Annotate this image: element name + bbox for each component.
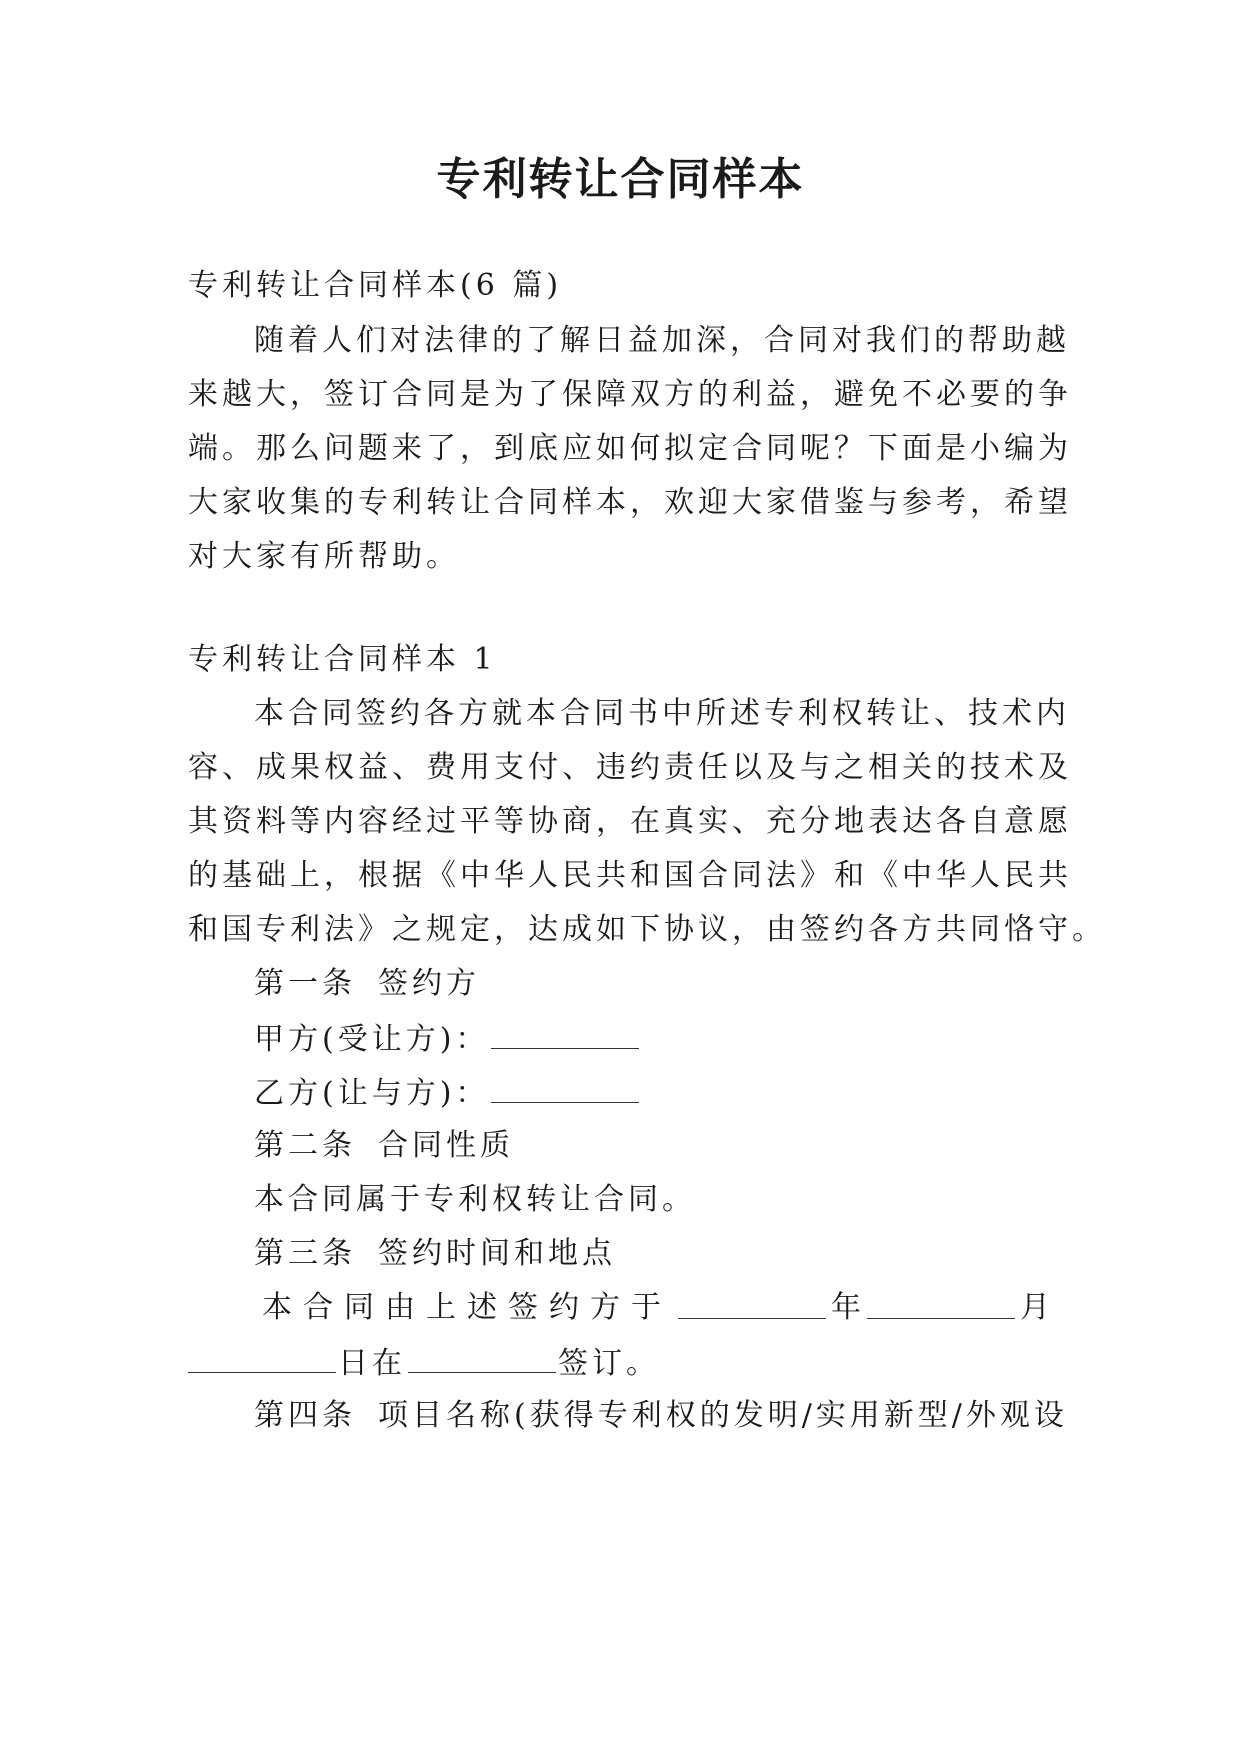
preamble-line: 本合同签约各方就本合同书中所述专利权转让、技术内 xyxy=(254,696,1070,731)
preamble-line: 容、成果权益、费用支付、违约责任以及与之相关的技术及 xyxy=(188,750,1072,785)
party-a-blank[interactable] xyxy=(491,1018,639,1049)
article-3-prefix: 本合同由上述签约方于 xyxy=(262,1290,672,1325)
intro-line: 对大家有所帮助。 xyxy=(188,539,460,574)
party-a-line xyxy=(254,1018,641,1060)
article-3-date-line xyxy=(262,1288,1050,1328)
article-label: 第二条 xyxy=(254,1128,356,1163)
article-3-place-line xyxy=(188,1342,660,1384)
article-3-heading xyxy=(254,1234,616,1274)
year-blank[interactable] xyxy=(678,1288,826,1319)
signed-label: 签订。 xyxy=(558,1346,660,1381)
preamble-line: 的基础上，根据《中华人民共和国合同法》和《中华人民共 xyxy=(188,858,1072,893)
day-blank[interactable] xyxy=(188,1342,336,1373)
intro-line: 随着人们对法律的了解日益加深，合同对我们的帮助越 xyxy=(254,323,1070,358)
sample-heading: 专利转让合同样本 1 xyxy=(188,642,497,677)
day-at-label: 日在 xyxy=(338,1346,406,1381)
intro-line: 来越大，签订合同是为了保障双方的利益，避免不必要的争 xyxy=(188,377,1072,412)
article-label: 第一条 xyxy=(254,966,356,1001)
article-2-body: 本合同属于专利权转让合同。 xyxy=(254,1182,696,1217)
article-1-heading xyxy=(254,964,480,1004)
party-b-blank[interactable] xyxy=(491,1072,639,1103)
article-4-heading xyxy=(254,1396,1068,1436)
article-2-heading xyxy=(254,1126,514,1166)
preamble-line: 和国专利法》之规定，达成如下协议，由签约各方共同恪守。 xyxy=(188,912,1106,947)
article-title: 签约时间和地点 xyxy=(378,1236,616,1271)
intro-line: 大家收集的专利转让合同样本，欢迎大家借鉴与参考，希望 xyxy=(188,485,1072,520)
article-label: 第四条 xyxy=(254,1398,356,1433)
intro-line: 端。那么问题来了，到底应如何拟定合同呢？下面是小编为 xyxy=(188,431,1072,466)
month-blank[interactable] xyxy=(867,1288,1015,1319)
article-title: 合同性质 xyxy=(378,1128,514,1163)
article-label: 第三条 xyxy=(254,1236,356,1271)
party-b-line xyxy=(254,1072,641,1114)
party-a-label: 甲方(受让方)： xyxy=(254,1022,490,1057)
party-b-label: 乙方(让与方)： xyxy=(254,1076,490,1111)
article-title: 签约方 xyxy=(378,966,480,1001)
document-title: 专利转让合同样本 xyxy=(436,154,805,205)
article-title: 项目名称(获得专利权的发明/实用新型/外观设 xyxy=(378,1398,1068,1433)
preamble-line: 其资料等内容经过平等协商，在真实、充分地表达各自意愿 xyxy=(188,804,1072,839)
year-label: 年 xyxy=(831,1290,861,1325)
document-subtitle: 专利转让合同样本(6 篇) xyxy=(188,268,563,303)
place-blank[interactable] xyxy=(408,1342,556,1373)
month-label: 月 xyxy=(1020,1290,1050,1325)
